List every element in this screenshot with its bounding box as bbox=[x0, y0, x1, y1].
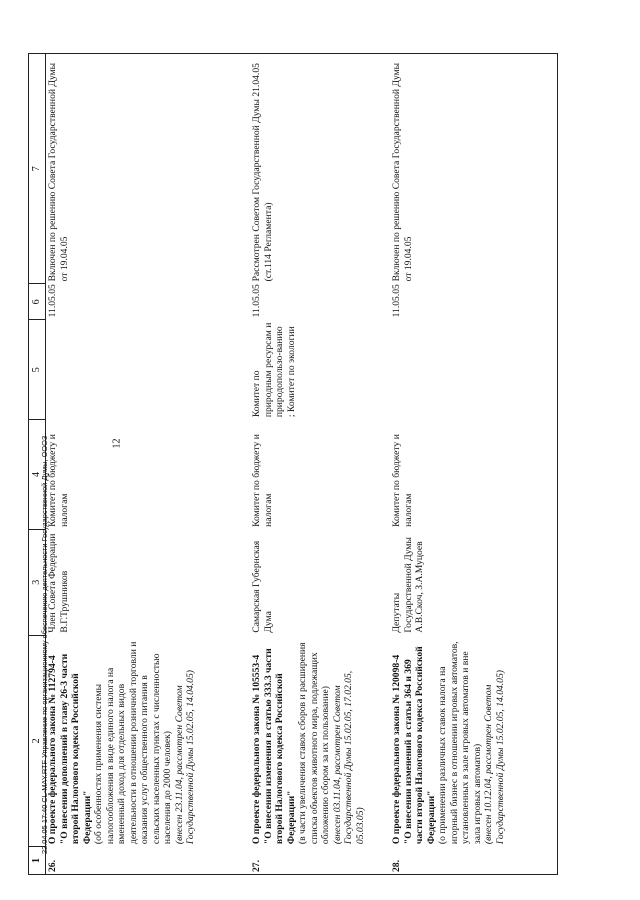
bill-co-committees bbox=[47, 319, 247, 419]
table-row bbox=[251, 54, 389, 874]
bill-status: Включен по решению Совета Государственной Думы от 19.04.05 bbox=[391, 62, 414, 282]
row-number: 26. bbox=[47, 860, 58, 872]
document-footer: 22.04.05 17:40 CL-MAY.RTF Управление по организационному обеспечению деятельности Государственной Думы, ОООЗ bbox=[40, 435, 49, 854]
bill-quote: "О внесении изменений в статьи 364 и 369 части второй Налогового кодекса Российской Федерации" bbox=[402, 646, 437, 845]
bill-note: (внесен 10.12.04, рассмотрен Советом Государственной Думы 15.02.05, 14.04.05) bbox=[483, 670, 506, 845]
bill-description bbox=[47, 635, 247, 846]
header-col-2: 2 bbox=[29, 635, 45, 846]
header-col-1: 1 bbox=[29, 846, 45, 874]
header-col-3: 3 bbox=[29, 529, 45, 635]
bill-author: Член Совета Федерации В.Г.Трушников bbox=[47, 533, 70, 633]
bills-table bbox=[28, 53, 558, 875]
row-number: 27. bbox=[251, 860, 262, 872]
page-number: 12 bbox=[111, 438, 123, 449]
bill-date: 11.05.05 bbox=[251, 284, 262, 318]
bill-description bbox=[251, 635, 389, 846]
bill-author: Депутаты Государственной Думы А.В.Скоч, З.А.Муцоев bbox=[391, 537, 425, 633]
bill-title: О проекте федерального закона № 112794-4 bbox=[47, 655, 58, 845]
bill-author: Самарская Губернская Дума bbox=[251, 540, 274, 633]
bill-co-committees: Комитет по природным ресурсам и природопользо-ванию ; Комитет по экологии bbox=[251, 322, 297, 418]
table-frame bbox=[28, 53, 558, 875]
bill-note: (внесен 23.11.04, рассмотрен Советом Государственной Думы 15.02.05, 14.04.05) bbox=[173, 670, 196, 845]
bill-committee: Комитет по бюджету и налогам bbox=[391, 434, 414, 527]
header-col-5: 5 bbox=[29, 319, 45, 419]
bill-status: Рассмотрен Советом Государственной Думы 21.04.05 (ст.114 Регламента) bbox=[251, 63, 274, 282]
bill-co-committees bbox=[391, 319, 551, 419]
bill-title: О проекте федерального закона № 120098-4 bbox=[391, 654, 402, 845]
table-row bbox=[391, 54, 551, 874]
header-col-7: 7 bbox=[31, 166, 42, 172]
header-col-6: 6 bbox=[29, 283, 45, 319]
bill-title: О проекте федерального закона № 105553-4 bbox=[251, 654, 262, 845]
row-number: 28. bbox=[391, 860, 402, 872]
bill-quote: "О внесении дополнений в главу 26-3 части второй Налогового кодекса Российской Федерации" bbox=[58, 653, 93, 845]
bill-note: (внесен 03.11.04, рассмотрен Советом Государственной Думы 15.02.05, 17.02.05, 05.03.05) bbox=[331, 670, 366, 845]
header-col-4: 4 bbox=[29, 419, 45, 529]
bill-date: 11.05.05 bbox=[47, 284, 58, 318]
bill-quote: "О внесении изменения в статью 333.3 части второй Налогового кодекса Российской Федерации" bbox=[262, 648, 297, 845]
table-row bbox=[47, 54, 247, 874]
bill-details: (о применении различных ставок налога на игорный бизнес в отношении игровых автоматов, установленных в зале игровых автоматов и вне зала игровых автоматов) bbox=[437, 641, 483, 845]
bill-details: (об особенностях применения системы налогообложения в виде единого налога на вмененный доход для отдельных видов деятельности в отношении розничной торговли и оказания услуг общественного питания в сельских населенных пунктах с численностью населения до 2000 человек) bbox=[93, 641, 173, 845]
bill-details: (в части увеличения ставок сборов и расширения списка объектов животного мира, подлежащих обложению сбором за их пользование) bbox=[297, 642, 331, 845]
bill-date: 11.05.05 bbox=[391, 284, 402, 318]
bill-committee: Комитет по бюджету и налогам bbox=[47, 434, 70, 527]
bill-committee: Комитет по бюджету и налогам bbox=[251, 434, 274, 527]
bill-status: Включен по решению Совета Государственной Думы от 19.04.05 bbox=[47, 62, 70, 282]
bill-description bbox=[391, 635, 551, 846]
